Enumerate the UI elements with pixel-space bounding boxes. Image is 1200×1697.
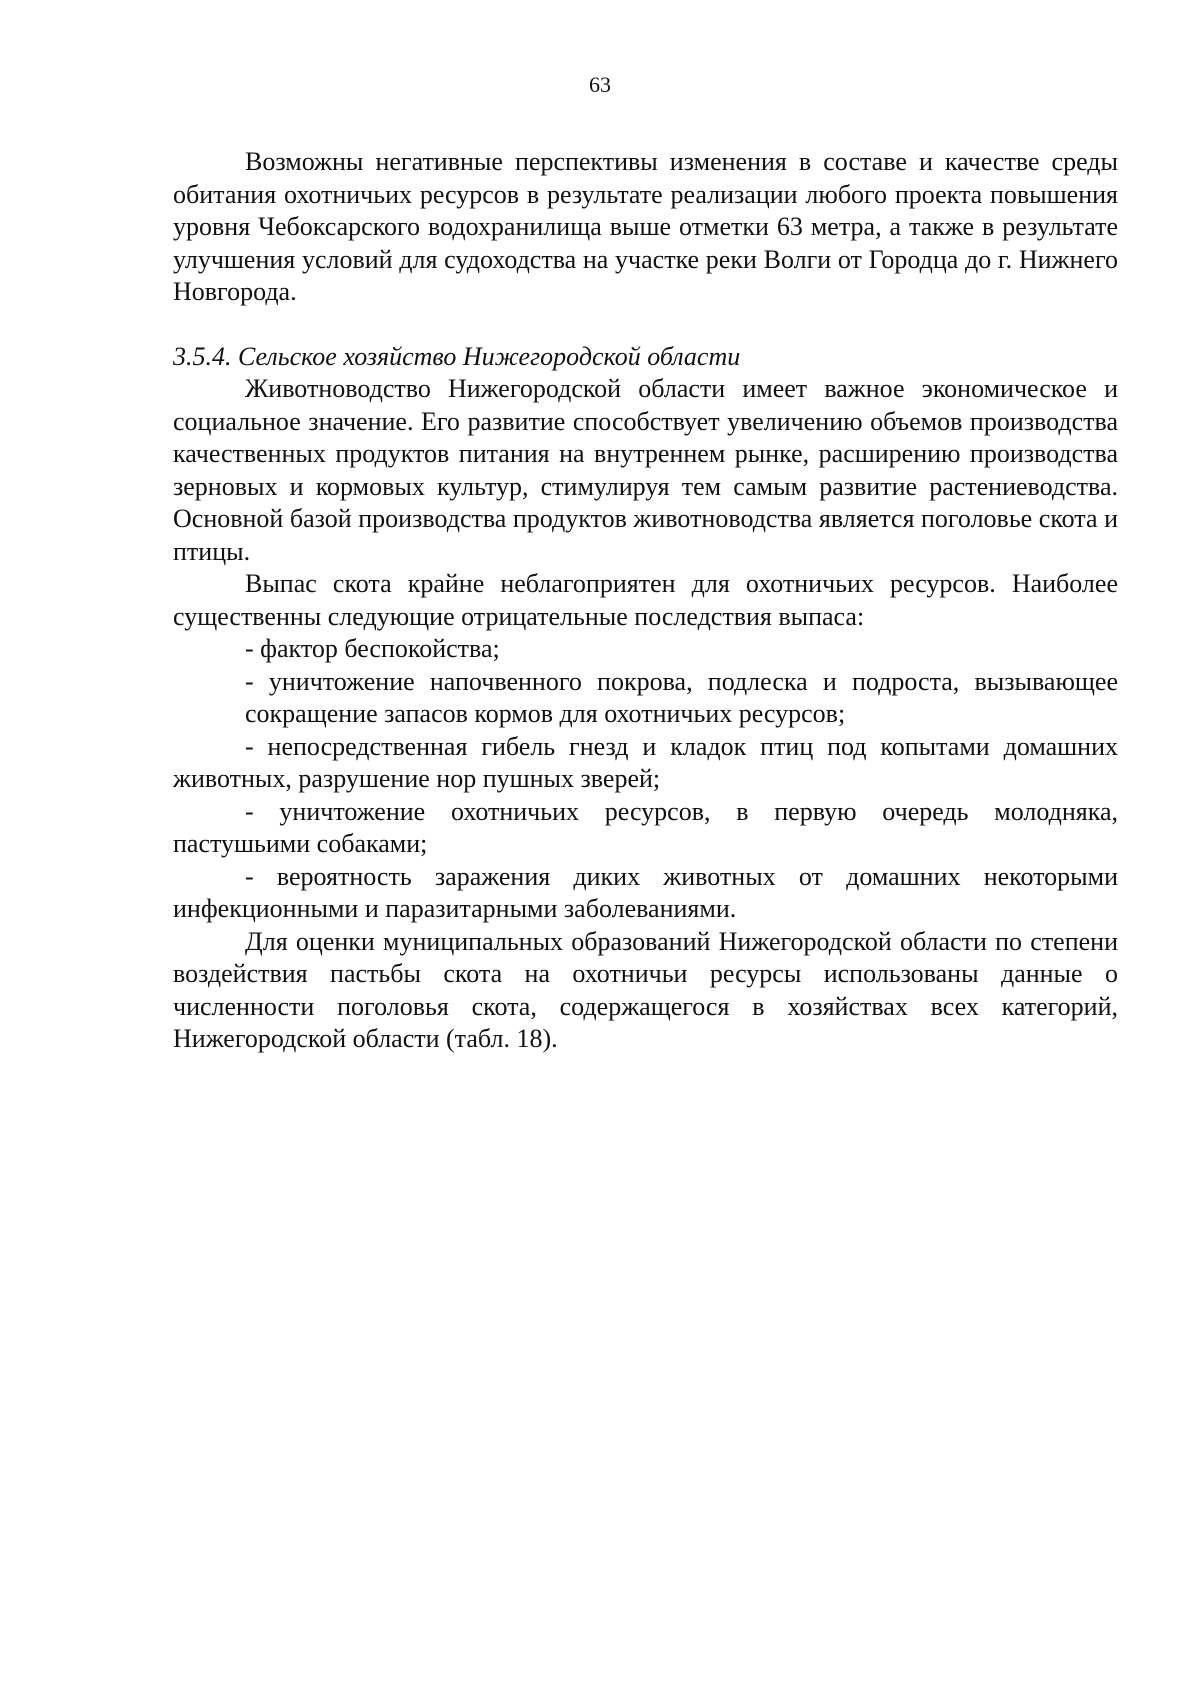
paragraph: Выпас скота крайне неблагоприятен для охотничьих ресурсов. Наиболее существенны следующие отрицательные последствия выпаса: xyxy=(173,569,1118,631)
list-item: - уничтожение напочвенного покрова, подлеска и подроста, вызывающее xyxy=(245,666,1118,696)
list-item: - непосредственная гибель гнезд и кладок птиц под копытами домашних животных, разрушение нор пушных зверей; xyxy=(173,731,1118,793)
document-body xyxy=(173,146,1118,1056)
section-heading: 3.5.4. Сельское хозяйство Нижегородской области xyxy=(173,341,741,371)
paragraph: Для оценки муниципальных образований Нижегородской области по степени воздействия пастьбы скота на охотничьи ресурсы использованы данные о численности поголовья скота, содержащегося в хозяйствах всех категорий, Нижегородской области (табл. 18). xyxy=(173,926,1118,1053)
page-number: 63 xyxy=(589,72,611,97)
paragraph: Возможны негативные перспективы изменения в составе и качестве среды обитания охотничьих ресурсов в результате реализации любого проекта повышения уровня Чебоксарского водохранилища выше отметки 63 метра, а также в результате улучшения условий для судоходства на участке реки Волги от Городца до г. Нижнего Новгорода. xyxy=(173,147,1118,306)
list-item: - уничтожение охотничьих ресурсов, в первую очередь молодняка, пастушьими собаками; xyxy=(173,796,1118,858)
list-item: - вероятность заражения диких животных от домашних некоторыми инфекционными и паразитарными заболеваниями. xyxy=(173,861,1118,923)
list-item-continuation: сокращение запасов кормов для охотничьих ресурсов; xyxy=(245,699,846,728)
paragraph: Животноводство Нижегородской области имеет важное экономическое и социальное значение. Его развитие способствует увеличению объемов производства качественных продуктов питания на внутреннем рынке, расширению производства зерновых и кормовых культур, стимулируя тем самым развитие растениеводства. Основной базой производства продуктов животноводства является поголовье скота и птицы. xyxy=(173,374,1118,566)
list-item: - фактор беспокойства; xyxy=(245,634,500,663)
